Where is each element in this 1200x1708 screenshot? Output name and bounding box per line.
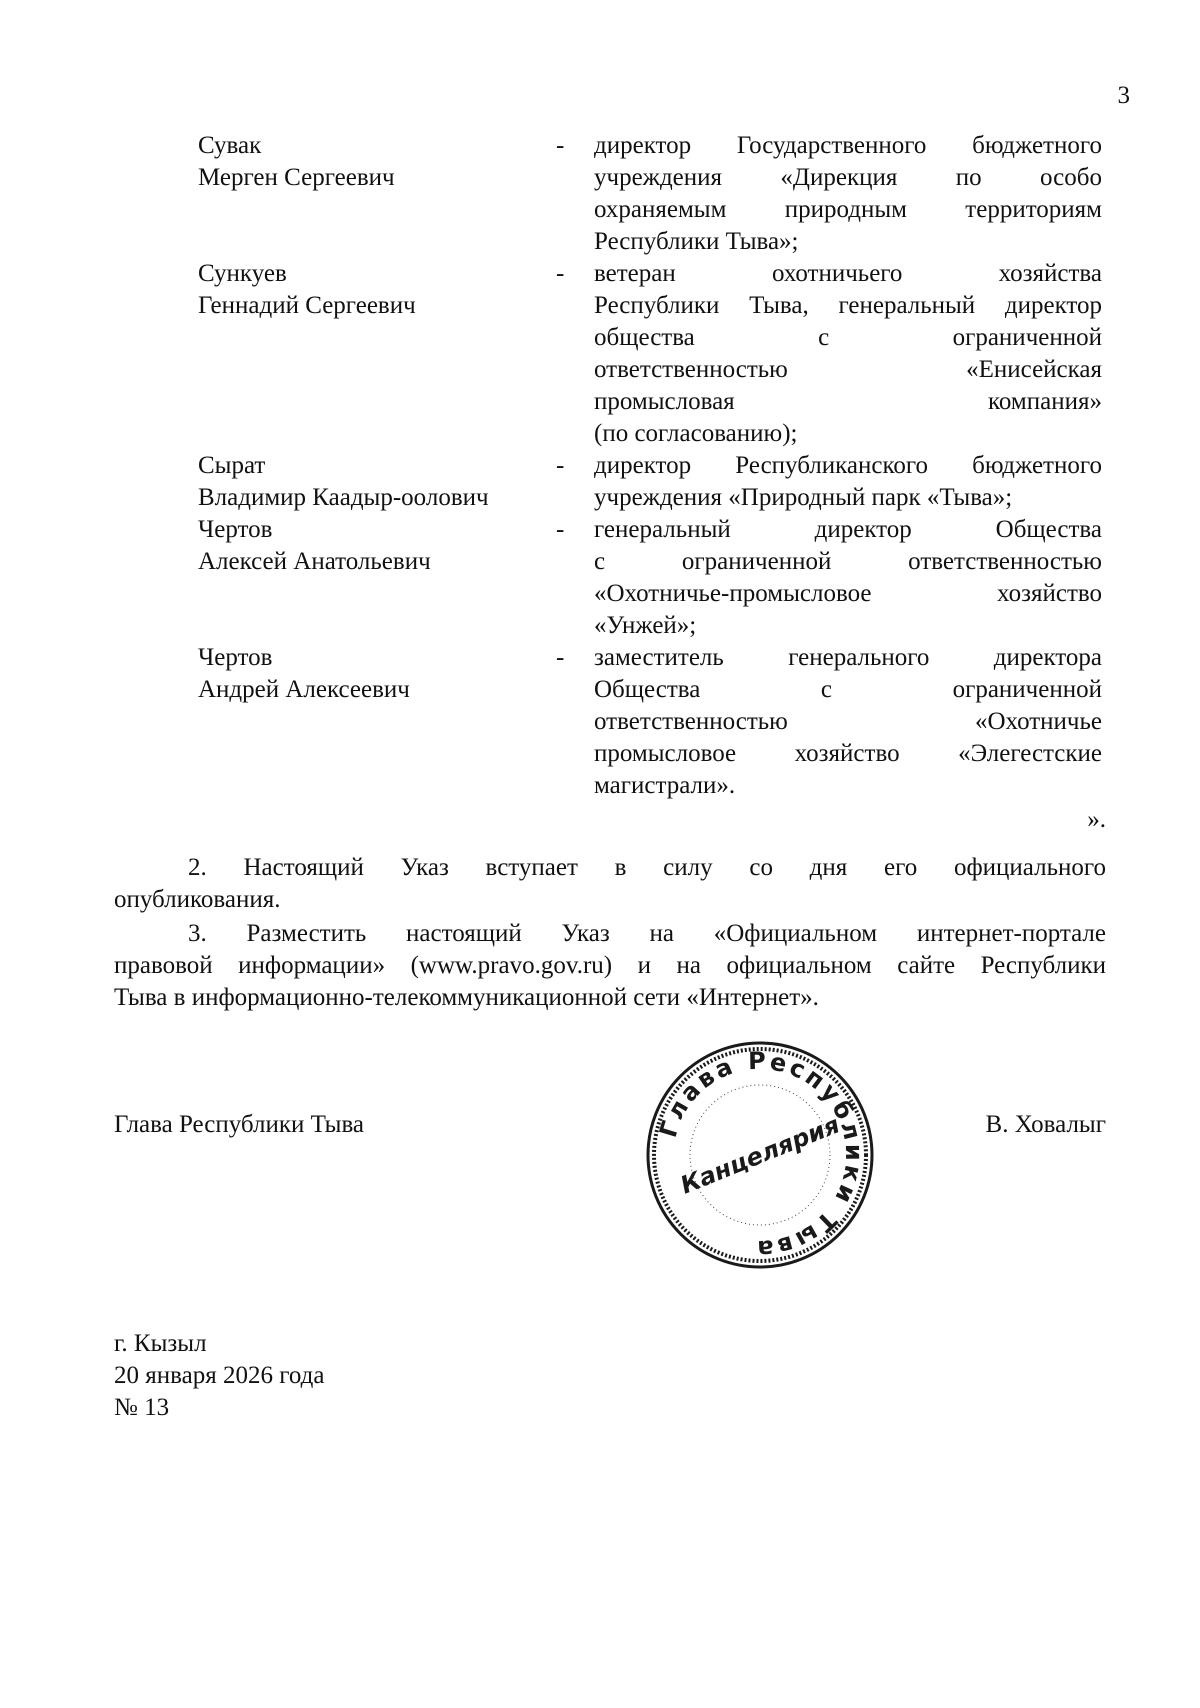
paragraph-line: опубликования. bbox=[114, 886, 281, 913]
position-line: директор Республиканского бюджетного bbox=[594, 452, 1102, 479]
position-line: Республики Тыва, генеральный директор bbox=[594, 292, 1102, 319]
position-line: «Унжей»; bbox=[594, 612, 697, 639]
position-line: ответственностью «Енисейская bbox=[594, 356, 1102, 383]
member-surname: Чертов bbox=[198, 644, 273, 671]
roster-entry bbox=[198, 258, 1106, 450]
member-name bbox=[198, 514, 556, 642]
closing-quote: ». bbox=[1087, 806, 1106, 833]
position-line: с ограниченной ответственностью bbox=[594, 548, 1102, 575]
position-line: Республики Тыва»; bbox=[594, 228, 799, 255]
member-given-names: Андрей Алексеевич bbox=[198, 676, 410, 703]
paragraph-line: Тыва в информационно-телекоммуникационной сети «Интернет». bbox=[114, 984, 819, 1011]
dash: - bbox=[556, 516, 565, 543]
page-number: 3 bbox=[1117, 82, 1130, 109]
issue-date: 20 января 2026 года bbox=[114, 1362, 325, 1389]
roster-entry bbox=[198, 642, 1106, 802]
member-name bbox=[198, 450, 556, 514]
signature-block bbox=[114, 1109, 1106, 1141]
member-surname: Сувак bbox=[198, 132, 262, 159]
member-name bbox=[198, 642, 556, 802]
position-line: учреждения «Дирекция по особо bbox=[594, 164, 1102, 191]
decree-number: № 13 bbox=[114, 1394, 170, 1421]
paragraph-line: правовой информации» (www.pravo.gov.ru) и на официальном сайте Республики bbox=[114, 952, 1106, 979]
signatory-name: В. Ховалыг bbox=[985, 1111, 1106, 1138]
dash: - bbox=[556, 644, 565, 671]
signatory-position: Глава Республики Тыва bbox=[114, 1111, 365, 1138]
position-line: (по согласованию); bbox=[594, 420, 798, 447]
member-surname: Сункуев bbox=[198, 260, 287, 287]
position-line: «Охотничье-промысловое хозяйство bbox=[594, 580, 1102, 607]
position-line: директор Государственного бюджетного bbox=[594, 132, 1102, 159]
position-line: общества с ограниченной bbox=[594, 324, 1102, 351]
member-position bbox=[594, 514, 1102, 642]
dash: - bbox=[556, 132, 565, 159]
dash: - bbox=[556, 452, 565, 479]
position-line: промысловое хозяйство «Элегестские bbox=[594, 740, 1102, 767]
stamp-ring-text: Глава Республики Тыва bbox=[653, 1046, 869, 1264]
member-position bbox=[594, 450, 1102, 514]
issue-place: г. Кызыл bbox=[114, 1330, 207, 1357]
member-roster bbox=[198, 130, 1106, 836]
member-position bbox=[594, 258, 1102, 450]
position-line: охраняемым природным территориям bbox=[594, 196, 1102, 223]
position-line: промысловая компания» bbox=[594, 388, 1102, 415]
member-surname: Сырат bbox=[198, 452, 266, 479]
member-given-names: Мерген Сергеевич bbox=[198, 164, 395, 191]
member-name bbox=[198, 130, 556, 258]
member-position bbox=[594, 130, 1102, 258]
paragraph-line: 2. Настоящий Указ вступает в силу со дня его официального bbox=[188, 854, 1106, 881]
paragraph-2 bbox=[114, 852, 1106, 916]
position-line: заместитель генерального директора bbox=[594, 644, 1102, 671]
member-given-names: Геннадий Сергеевич bbox=[198, 292, 416, 319]
stamp-center-text: Канцелярия bbox=[676, 1110, 844, 1200]
issue-details bbox=[114, 1328, 324, 1424]
dash: - bbox=[556, 260, 565, 287]
member-name bbox=[198, 258, 556, 450]
position-line: ответственностью «Охотничье bbox=[594, 708, 1102, 735]
member-surname: Чертов bbox=[198, 516, 273, 543]
roster-entry bbox=[198, 514, 1106, 642]
position-line: учреждения «Природный парк «Тыва»; bbox=[594, 484, 1013, 511]
roster-entry bbox=[198, 450, 1106, 514]
member-position bbox=[594, 642, 1102, 802]
paragraph-line: 3. Разместить настоящий Указ на «Официальном интернет-портале bbox=[188, 920, 1106, 947]
official-stamp bbox=[642, 1037, 878, 1273]
position-line: ветеран охотничьего хозяйства bbox=[594, 260, 1102, 287]
position-line: Общества с ограниченной bbox=[594, 676, 1102, 703]
roster-entry bbox=[198, 130, 1106, 258]
position-line: магистрали». bbox=[594, 772, 736, 799]
position-line: генеральный директор Общества bbox=[594, 516, 1102, 543]
member-given-names: Алексей Анатольевич bbox=[198, 548, 431, 575]
paragraph-3 bbox=[114, 918, 1106, 1014]
member-given-names: Владимир Каадыр-оолович bbox=[198, 484, 489, 511]
